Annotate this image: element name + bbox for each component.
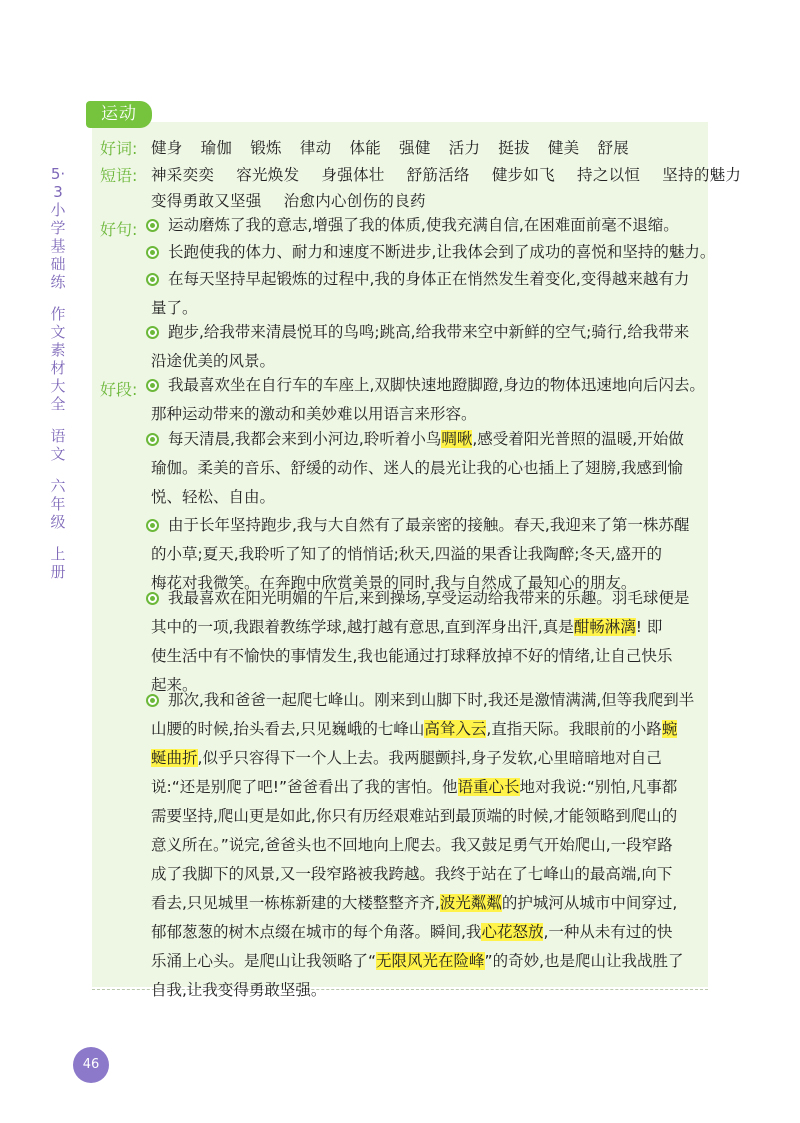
word-item: 律动 [299, 139, 332, 157]
phrase-item: 治愈内心创伤的良药 [283, 192, 426, 210]
paragraph-item: 我最喜欢坐在自行车的车座上,双脚快速地蹬脚蹬,身边的物体迅速地向后闪去。 那种运动带来的激动和美妙难以用语言来形容。 [151, 371, 711, 429]
side-subject: 语文 [50, 427, 66, 463]
paragraph-item: 每天清晨,我都会来到小河边,聆听着小鸟啁啾,感受着阳光普照的温暖,开始做 瑜伽。柔美的音乐、舒缓的动作、迷人的晨光让我的心也插上了翅膀,我感到愉 悦、轻松、自由。 [151, 425, 711, 512]
side-volume: 上册 [50, 545, 66, 581]
highlight: 语重心长 [457, 778, 520, 796]
highlight: 蜿 [661, 720, 678, 738]
word-item: 瑜伽 [200, 139, 233, 157]
highlight: 无限风光在险峰 [376, 952, 485, 970]
word-item: 挺拔 [498, 139, 530, 157]
bullet-icon [146, 273, 159, 286]
phrase-item: 持之以恒 [577, 166, 641, 184]
phrase-item: 健步如飞 [491, 166, 556, 184]
sentences-label: 好句: [100, 220, 138, 239]
highlight: 蜒曲折 [151, 749, 198, 767]
phrase-item: 变得勇敢又坚强 [151, 192, 262, 210]
bullet-icon [146, 519, 159, 532]
word-item: 健美 [547, 139, 580, 157]
sentence-item: 在每天坚持早起锻炼的过程中,我的身体正在悄然发生着变化,变得越来越有力 量了。 [151, 265, 711, 323]
sentence-item: 运动磨炼了我的意志,增强了我的体质,使我充满自信,在困难面前毫不退缩。 [151, 211, 711, 240]
bullet-icon [146, 326, 159, 339]
bullet-icon [146, 246, 159, 259]
word-item: 体能 [349, 139, 382, 157]
highlight: 酣畅淋漓 [573, 618, 636, 636]
bullet-icon [146, 379, 159, 392]
phrase-item: 身强体壮 [321, 166, 385, 184]
phrases-row [151, 163, 759, 185]
phrase-item: 舒筋活络 [406, 166, 470, 184]
bullet-icon [146, 219, 159, 232]
highlight: 波光粼粼 [439, 894, 502, 912]
bullet-icon [146, 592, 159, 605]
words-label: 好词: [100, 139, 138, 158]
paragraph-item: 由于长年坚持跑步,我与大自然有了最亲密的接触。春天,我迎来了第一株苏醒 的小草;夏天,我聆听了知了的悄悄话;秋天,四溢的果香让我陶醉;冬天,盛开的 梅花对我微笑。在奔跑中欣赏美景的同时,我与自然成了最知心的朋友。 [151, 511, 711, 598]
phrase-item: 容光焕发 [236, 166, 300, 184]
phrase-item: 神采奕奕 [151, 166, 215, 184]
highlight: 啁啾 [441, 430, 473, 448]
word-item: 强健 [399, 139, 431, 157]
word-item: 活力 [448, 139, 481, 157]
word-item: 健身 [151, 139, 183, 157]
sentence-item: 跑步,给我带来清晨悦耳的鸟鸣;跳高,给我带来空中新鲜的空气;骑行,给我带来 沿途优美的风景。 [151, 318, 711, 376]
highlight: 心花怒放 [481, 923, 544, 941]
highlight: 高耸入云 [424, 720, 487, 738]
phrases-row-2 [151, 189, 444, 211]
bullet-icon [146, 694, 159, 707]
page-number: 46 [73, 1047, 109, 1083]
side-series: 作文素材大全 [50, 305, 66, 413]
bullet-icon [146, 433, 159, 446]
word-item: 舒展 [597, 139, 630, 157]
side-series-label [47, 165, 69, 595]
paragraph-item: 那次,我和爸爸一起爬七峰山。刚来到山脚下时,我还是激情满满,但等我爬到半 山腰的时候,抬头看去,只见巍峨的七峰山高耸入云,直指天际。我眼前的小路蜿 蜒曲折,似乎只容得下一个人上去。我两腿颤抖,身子发软,心里暗暗地对自己 说:“还是别爬了吧!”爸爸看出了我的害怕。他语重心长地对我说:“别怕,凡事都 需要坚持,爬山更是如此,你只有历经艰难站到最顶端的时候,才能领略到爬山的 意义所在。”说完,爸爸头也不回地向上爬去。我又鼓足勇气开始爬山,一段窄路 成了我脚下的风景,又一段窄路被我跨越。我终于站在了七峰山的最高端,向下 看去,只见城里一栋栋新建的大楼整整齐齐,波光粼粼的护城河从城市中间穿过, 郁郁葱葱的树木点缀在城市的每个角落。瞬间,我心花怒放,一种从未有过的快 乐涌上心头。是爬山让我领略了“无限风光在险峰”的奇妙,也是爬山让我战胜了 自我,让我变得勇敢坚强。 [151, 686, 711, 1005]
side-brand: 5·3小学基础练 [50, 165, 66, 291]
side-grade: 六年级 [50, 477, 66, 531]
phrase-item: 坚持的魅力 [662, 166, 742, 184]
word-item: 锻炼 [250, 139, 282, 157]
paragraphs-label: 好段: [100, 380, 138, 399]
words-row [151, 136, 647, 158]
section-tag: 运动 [86, 101, 152, 128]
paragraph-item: 我最喜欢在阳光明媚的午后,来到操场,享受运动给我带来的乐趣。羽毛球便是 其中的一项,我跟着教练学球,越打越有意思,直到浑身出汗,真是酣畅淋漓! 即 使生活中有不愉快的事情发生,我也能通过打球释放掉不好的情绪,让自己快乐 起来。 [151, 584, 711, 700]
phrases-label: 短语: [100, 166, 138, 185]
sentence-item: 长跑使我的体力、耐力和速度不断进步,让我体会到了成功的喜悦和坚持的魅力。 [151, 238, 711, 267]
